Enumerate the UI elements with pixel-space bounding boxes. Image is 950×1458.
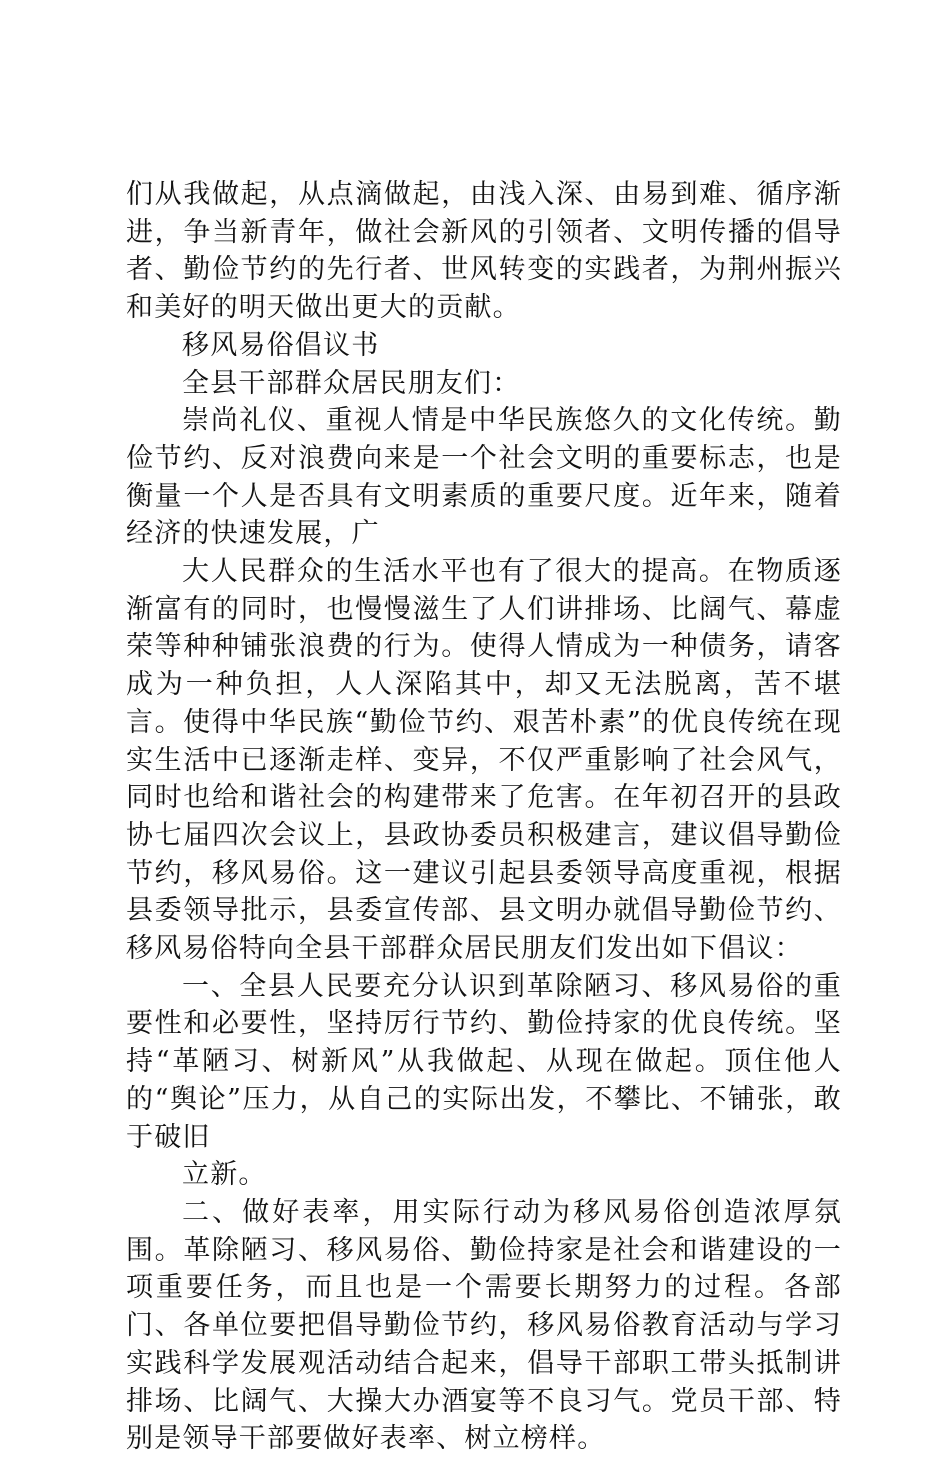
salutation: 全县干部群众居民朋友们：	[182, 367, 521, 399]
paragraph-background: 大人民群众的生活水平也有了很大的提高。在物质逐渐富有的同时，也慢慢滋生了人们讲排场、比阔气、幕虚荣等种种铺张浪费的行为。使得人情成为一种债务，请客成为一种负担，人人深陷其中，却又无法脱离，苦不堪言。使得中华民族“勤俭节约、艰苦朴素”的优良传统在现实生活中已逐渐走样、变异，不仅严重影响了社会风气，同时也给和谐社会的构建带来了危害。在年初召开的县政协七届四次会议上，县政协委员积极建言，建议倡导勤俭节约，移风易俗。这一建议引起县委领导高度重视，根据县委领导批示，县委宣传部、县文明办就倡导勤俭节约、移风易俗特向全县干部群众居民朋友们发出如下倡议：	[126, 556, 842, 965]
heading-proposal-title: 移风易俗倡议书	[182, 329, 380, 361]
paragraph-point-one: 一、全县人民要充分认识到革除陋习、移风易俗的重要性和必要性，坚持厉行节约、勤俭持家的优良传统。坚持“革陋习、树新风”从我做起、从现在做起。顶住他人的“舆论”压力，从自己的实际出发，不攀比、不铺张，敢于破旧	[126, 970, 842, 1153]
paragraph-point-one-tail: 立新。	[182, 1159, 267, 1191]
document-body	[126, 176, 842, 1458]
paragraph-continuation: 们从我做起，从点滴做起，由浅入深、由易到难、循序渐进，争当新青年，做社会新风的引领者、文明传播的倡导者、勤俭节约的先行者、世风转变的实践者，为荆州振兴和美好的明天做出更大的贡献。	[126, 179, 842, 324]
paragraph-intro: 崇尚礼仪、重视人情是中华民族悠久的文化传统。勤俭节约、反对浪费向来是一个社会文明的重要标志，也是衡量一个人是否具有文明素质的重要尺度。近年来，随着经济的快速发展，广	[126, 405, 842, 550]
paragraph-point-two: 二、做好表率，用实际行动为移风易俗创造浓厚氛围。革除陋习、移风易俗、勤俭持家是社会和谐建设的一项重要任务，而且也是一个需要长期努力的过程。各部门、各单位要把倡导勤俭节约，移风易俗教育活动与学习实践科学发展观活动结合起来，倡导干部职工带头抵制讲排场、比阔气、大操大办酒宴等不良习气。党员干部、特别是领导干部要做好表率、树立榜样。	[126, 1196, 842, 1455]
